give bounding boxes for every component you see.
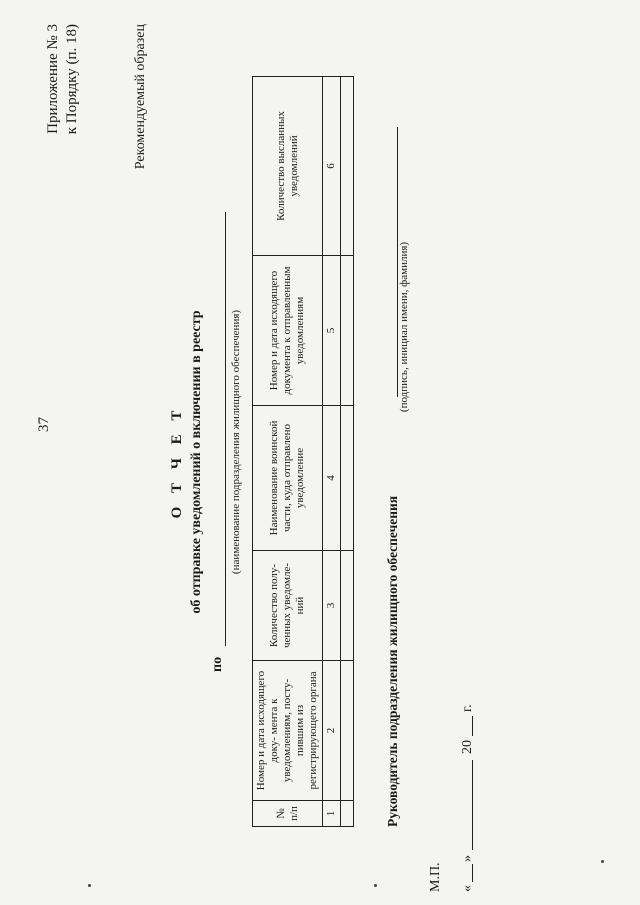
report-subtitle: об отправке уведомлений о включении в реестр (189, 310, 204, 614)
appendix-header (44, 24, 82, 134)
month-fill-line (458, 760, 473, 850)
header-cell-num: № п/п (253, 801, 323, 827)
table-header-row (253, 77, 323, 827)
page-number: 37 (36, 417, 52, 432)
signature-label: Руководитель подразделения жилищного обеспечения (385, 495, 400, 827)
scan-speck (601, 860, 604, 863)
table-cell (341, 77, 354, 256)
department-caption: (наименование подразделения жилищного обеспечения) (230, 309, 242, 575)
appendix-line-2: к Порядку (п. 18) (64, 24, 80, 135)
date-year-suffix: г. (460, 704, 475, 712)
title-block (168, 182, 206, 742)
table-cell (341, 551, 354, 661)
department-fill-line (225, 212, 226, 646)
scan-speck (88, 884, 91, 887)
date-century: 20 (460, 740, 475, 754)
date-close-quote: » (460, 855, 475, 862)
sample-note: Рекомендуемый образец (133, 24, 148, 170)
date-line (460, 632, 480, 892)
header-cell-incoming-doc: Номер и дата исходящего доку- мента к уведомлениям, посту- пившим из регистрирующего органа (253, 661, 323, 801)
day-fill-line (458, 864, 473, 882)
header-cell-military-unit: Наименование воинской части, куда отправлено уведомление (253, 406, 323, 551)
table-cell (341, 256, 354, 406)
department-line (210, 212, 230, 672)
table-cell (341, 661, 354, 801)
signature-caption: (подпись, инициал имени, фамилия) (398, 241, 410, 413)
column-number: 4 (323, 406, 341, 551)
column-number: 3 (323, 551, 341, 661)
header-cell-outgoing-doc: Номер и дата исходящего документа к отправленным уведомлениям (253, 256, 323, 406)
stamp-placeholder: М.П. (428, 862, 443, 892)
scan-speck (374, 884, 377, 887)
report-table (252, 76, 354, 827)
table-cell (341, 801, 354, 827)
year-fill-line (458, 716, 473, 736)
column-number: 5 (323, 256, 341, 406)
header-cell-sent-count: Количество высланных уведомлений (253, 77, 323, 256)
table-cell (341, 406, 354, 551)
column-number: 2 (323, 661, 341, 801)
report-title: О Т Ч Е Т (169, 405, 185, 519)
column-number: 6 (323, 77, 341, 256)
po-word: по (210, 656, 225, 672)
header-cell-received-count: Количество полу- ченных уведомле- ний (253, 551, 323, 661)
table-row (341, 77, 354, 827)
appendix-line-1: Приложение № 3 (45, 24, 61, 134)
column-number-row (323, 77, 341, 827)
column-number: 1 (323, 801, 341, 827)
date-open-quote: « (460, 885, 475, 892)
document-page (40, 2, 640, 892)
